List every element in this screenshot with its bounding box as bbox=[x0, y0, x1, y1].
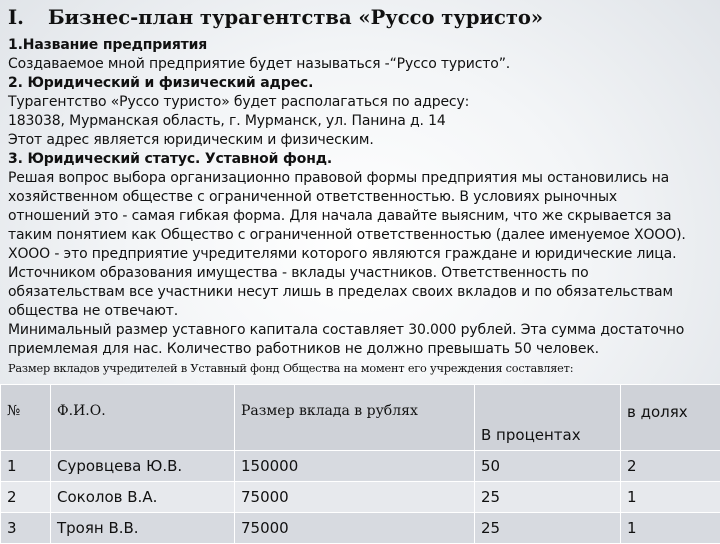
title-number: I. bbox=[8, 6, 48, 29]
table-caption: Размер вкладов учредителей в Уставный фонд Общества на момент его учреждения составляет: bbox=[8, 359, 713, 378]
cell-amount: 75000 bbox=[235, 482, 475, 513]
section-heading-name: 1.Название предприятия bbox=[8, 36, 713, 55]
header-shares: в долях bbox=[621, 385, 720, 451]
section-heading-address: 2. Юридический и физический адрес. bbox=[8, 74, 713, 93]
cell-number: 2 bbox=[1, 482, 51, 513]
cell-percent: 25 bbox=[475, 482, 621, 513]
table-row bbox=[1, 513, 720, 544]
header-number: № bbox=[1, 385, 51, 451]
table-header-row bbox=[1, 385, 720, 451]
table-row bbox=[1, 482, 720, 513]
section-heading-status: 3. Юридический статус. Уставной фонд. bbox=[8, 150, 713, 169]
text-line: приемлемая для нас. Количество работников не должно превышать 50 человек. bbox=[8, 340, 713, 359]
text-line: общества не отвечают. bbox=[8, 302, 713, 321]
title-text: Бизнес-план турагентства «Руссо туристо» bbox=[48, 6, 543, 29]
text-line: таким понятием как Общество с ограниченной ответственностью (далее именуемое ХООО). bbox=[8, 226, 713, 245]
text-line: отношений это - самая гибкая форма. Для начала давайте выясним, что же скрывается за bbox=[8, 207, 713, 226]
text-line: Турагентство «Руссо туристо» будет располагаться по адресу: bbox=[8, 93, 713, 112]
cell-percent: 25 bbox=[475, 513, 621, 544]
cell-name: Троян В.В. bbox=[51, 513, 235, 544]
header-amount-rub: Размер вклада в рублях bbox=[235, 385, 475, 451]
text-line: Этот адрес является юридическим и физическим. bbox=[8, 131, 713, 150]
cell-shares: 1 bbox=[621, 482, 720, 513]
text-line: 183038, Мурманская область, г. Мурманск, ул. Панина д. 14 bbox=[8, 112, 713, 131]
text-line: Минимальный размер уставного капитала составляет 30.000 рублей. Эта сумма достаточно bbox=[8, 321, 713, 340]
text-line: ХООО - это предприятие учредителями которого являются граждане и юридические лица. bbox=[8, 245, 713, 264]
table-row bbox=[1, 451, 720, 482]
cell-name: Суровцева Ю.В. bbox=[51, 451, 235, 482]
text-line: Решая вопрос выбора организационно правовой формы предприятия мы остановились на bbox=[8, 169, 713, 188]
page-title bbox=[8, 6, 543, 29]
cell-percent: 50 bbox=[475, 451, 621, 482]
header-name: Ф.И.О. bbox=[51, 385, 235, 451]
contributions-table bbox=[0, 384, 720, 544]
text-line: обязательствам все участники несут лишь в пределах своих вкладов и по обязательствам bbox=[8, 283, 713, 302]
cell-amount: 75000 bbox=[235, 513, 475, 544]
cell-shares: 2 bbox=[621, 451, 720, 482]
header-percent: В процентах bbox=[475, 385, 621, 451]
text-line: хозяйственном обществе с ограниченной ответственностью. В условиях рыночных bbox=[8, 188, 713, 207]
body-text bbox=[8, 36, 713, 378]
cell-number: 3 bbox=[1, 513, 51, 544]
text-line: Источником образования имущества - вклады участников. Ответственность по bbox=[8, 264, 713, 283]
cell-amount: 150000 bbox=[235, 451, 475, 482]
cell-shares: 1 bbox=[621, 513, 720, 544]
cell-number: 1 bbox=[1, 451, 51, 482]
cell-name: Соколов В.А. bbox=[51, 482, 235, 513]
text-line: Создаваемое мной предприятие будет называться -“Руссо туристо”. bbox=[8, 55, 713, 74]
